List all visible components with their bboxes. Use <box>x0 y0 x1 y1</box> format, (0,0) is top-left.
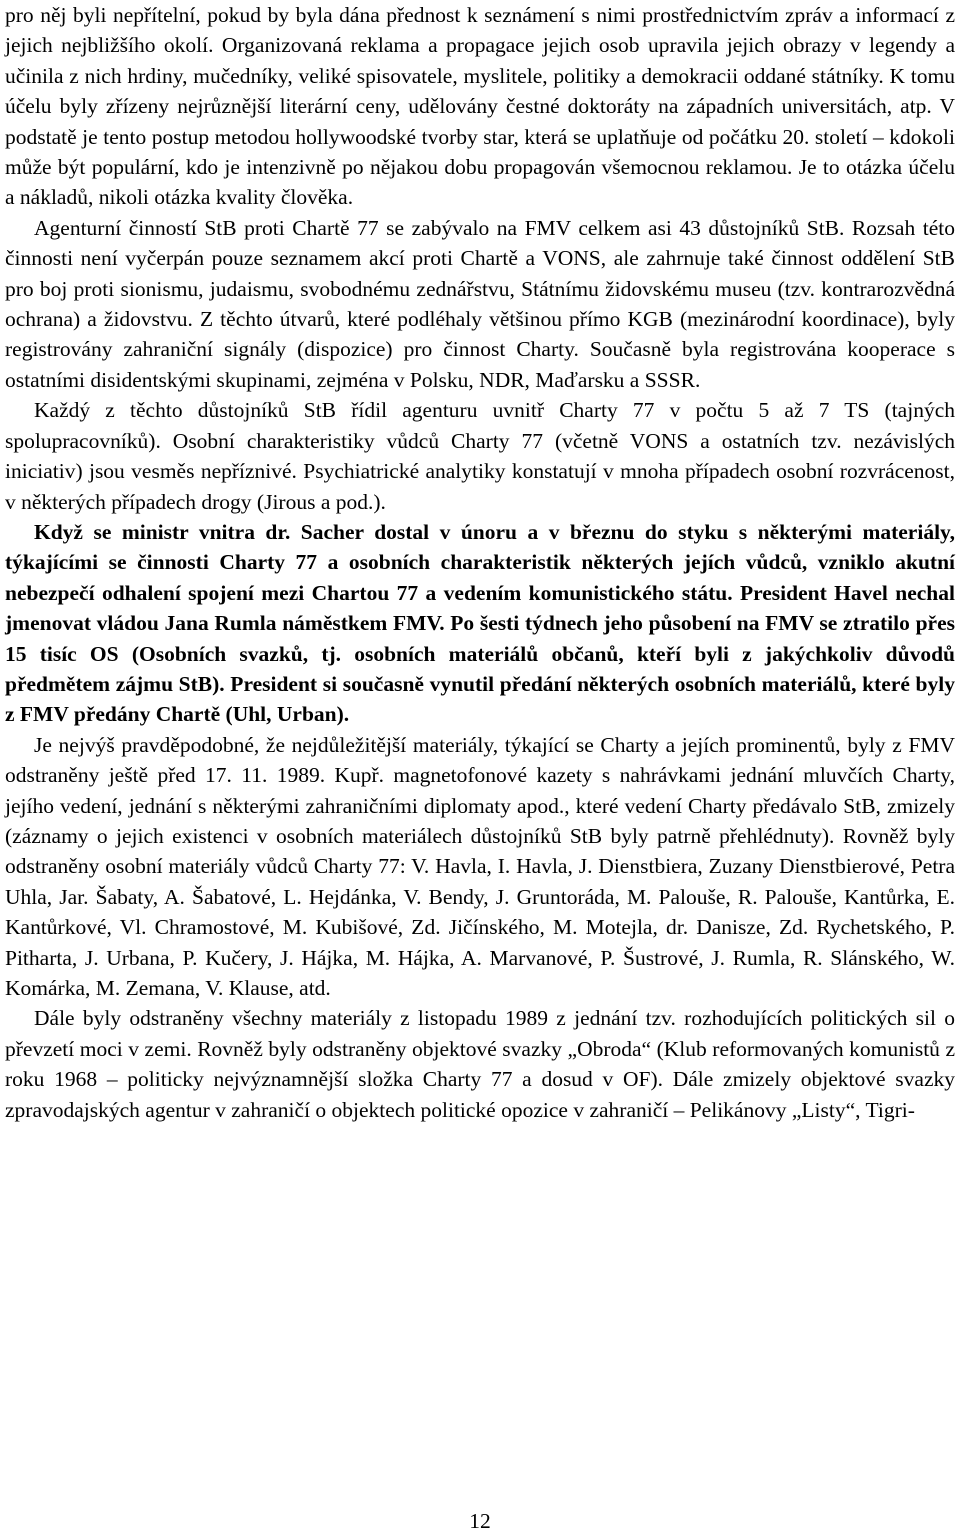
paragraph-3: Každý z těchto důstojníků StB řídil agenturu uvnitř Charty 77 v počtu 5 až 7 TS (tajných spolupracovníků). Osobní charakteristiky vůdců Charty 77 (včetně VONS a ostatních tzv. nezávislých iniciativ) jsou vesměs nepříznivé. Psychiatrické analytiky konstatují v mnoha případech osobní rozvrácenost, v některých případech drogy (Jirous a pod.). <box>5 398 955 514</box>
paragraph-1: pro něj byli nepřítelní, pokud by byla dána přednost k seznámení s nimi prostřednictvím zpráv a informací z jejich nejbližšího okolí. Organizovaná reklama a propagace jejich osob upravila jejich obrazy v legendy a učinila z nich hrdiny, mučedníky, veliké spisovatele, myslitele, politiky a demokracii oddané státníky. K tomu účelu byly zřízeny nejrůznější literární ceny, udělovány čestné doktoráty na západních universitách, atp. V podstatě je tento postup metodou hollywoodské tvorby star, která se uplatňuje od počátku 20. století – kdokoli může být populární, kdo je intenzivně po nějakou dobu propagován všemocnou reklamou. Je to otázka účelu a nákladů, nikoli otázka kvality člověka. <box>5 3 955 210</box>
document-page <box>5 0 955 1125</box>
paragraph-4-bold: Když se ministr vnitra dr. Sacher dostal v únoru a v březnu do styku s některými materiály, týkajícími se činnosti Charty 77 a osobních charakteristik některých jejích vůdců, vzniklo akutní nebezpečí odhalení spojení mezi Chartou 77 a vedením komunistického státu. President Havel nechal jmenovat vládou Jana Rumla náměstkem FMV. Po šesti týdnech jeho působení na FMV se ztratilo přes 15 tisíc OS (Osobních svazků, tj. osobních materiálů občanů, kteří byli z jakýchkoliv důvodů předmětem zájmu StB). President si současně vynutil předání některých osobních materiálů, které byly z FMV předány Chartě (Uhl, Urban). <box>5 519 955 727</box>
paragraph-6: Dále byly odstraněny všechny materiály z listopadu 1989 z jednání tzv. rozhodujících politických sil o převzetí moci v zemi. Rovněž byly odstraněny objektové svazky „Obroda“ (Klub reformovaných komunistů z roku 1968 – politicky nejvýznamnější složka Charty 77 a dosud v OF). Dále zmizely objektové svazky zpravodajských agentur v zahraničí o objektech politické opozice v zahraničí – Pelikánovy „Listy“, Tigri- <box>5 1006 955 1122</box>
page-number: 12 <box>469 1509 491 1533</box>
paragraph-5: Je nejvýš pravděpodobné, že nejdůležitější materiály, týkající se Charty a jejích prominentů, byly z FMV odstraněny ještě před 17. 11. 1989. Kupř. magnetofonové kazety s nahrávkami jednání mluvčích Charty, jejího vedení, jednání s některými zahraničními diplomaty apod., které vedení Charty předávalo StB, zmizely (záznamy o jejich existenci v osobních materiálech důstojníků StB byly patrně přehlédnuty). Rovněž byly odstraněny osobní materiály vůdců Charty 77: V. Havla, I. Havla, J. Dienstbiera, Zuzany Dienstbierové, Petra Uhla, Jar. Šabaty, A. Šabatové, L. Hejdánka, V. Bendy, J. Gruntoráda, M. Palouše, R. Palouše, Kantůrka, E. Kantůrkové, Vl. Chramostové, M. Kubišové, Zd. Jičínského, M. Motejla, dr. Danisze, Zd. Rychetského, P. Pitharta, J. Urbana, P. Kučery, J. Hájka, M. Hájka, A. Marvanové, P. Šustrové, J. Rumla, R. Slánského, W. Komárka, M. Zemana, V. Klause, atd. <box>5 732 955 1000</box>
paragraph-2: Agenturní činností StB proti Chartě 77 se zabývalo na FMV celkem asi 43 důstojníků StB. Rozsah této činnosti není vyčerpán pouze seznamem akcí proti Chartě a VONS, ale zahrnuje také činnost oddělení StB pro boj proti sionismu, judaismu, svobodnému zednářstvu, Státnímu židovskému museu (tzv. kontrarozvědná ochrana) a židovstvu. Z těchto útvarů, které podléhaly většinou přímo KGB (mezinárodní koordinace), byly registrovány zahraniční signály (dispozice) pro činnost Charty. Současně byla registrována kooperace s ostatními disidentskými skupinami, zejména v Polsku, NDR, Maďarsku a SSSR. <box>5 215 955 392</box>
